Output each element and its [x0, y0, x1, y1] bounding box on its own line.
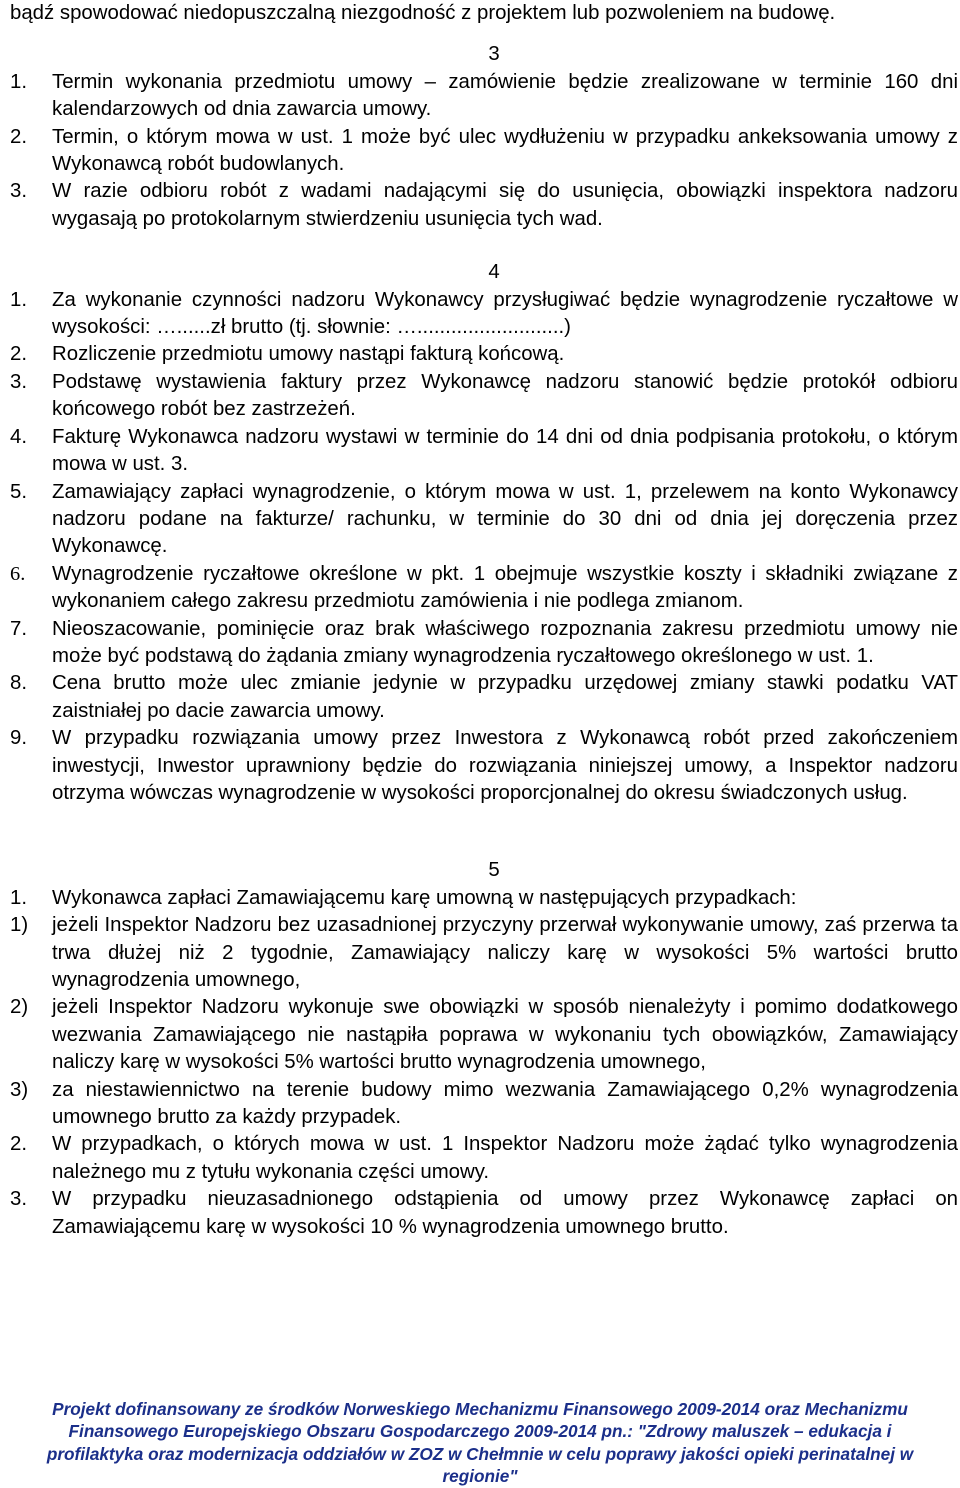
list-item: [10, 424, 958, 479]
list-item: [10, 561, 958, 616]
item-number: 2.: [10, 125, 28, 148]
list-item: [10, 1131, 958, 1186]
section-3-title: 3: [488, 43, 500, 66]
item-number: 1): [10, 914, 29, 937]
item-number: 1.: [10, 70, 28, 93]
list-item: [10, 616, 958, 671]
item-text: jeżeli Inspektor Nadzoru bez uzasadnionej przyczyny przerwał wykonywanie umowy, zaś przerwa ta trwa dłużej niż 2 tygodnie, Zamawiający naliczy karę w wysokości 5% wartości brutto wynagrodzenia umownego,: [52, 914, 958, 991]
item-text: Termin wykonania przedmiotu umowy – zamówienie będzie zrealizowane w terminie 160 dni kalendarzowych od dnia zawarcia umowy.: [52, 70, 958, 121]
item-number: 7.: [10, 617, 28, 640]
item-number: 5.: [10, 480, 28, 503]
item-text: Rozliczenie przedmiotu umowy nastąpi fakturą końcową.: [52, 343, 565, 366]
item-text: Wynagrodzenie ryczałtowe określone w pkt. 1 obejmuje wszystkie koszty i składniki związane z wykonaniem całego zakresu przedmiotu zamówienia i nie podlega zmianom.: [52, 562, 958, 613]
footer-line: Projekt dofinansowany ze środków Norweskiego Mechanizmu Finansowego 2009-2014 oraz Mechanizmu: [52, 1399, 908, 1419]
list-item: [10, 369, 958, 424]
item-text: W przypadku nieuzasadnionego odstąpienia od umowy przez Wykonawcę zapłaci on Zamawiającemu karę w wysokości 10 % wynagrodzenia umownego brutto.: [52, 1188, 958, 1238]
intro-paragraph: bądź spowodować niedopuszczalną niezgodność z projektem lub pozwoleniem na budowę.: [10, 2, 836, 24]
section-5-list: [10, 885, 958, 1241]
item-number: 3.: [10, 370, 28, 393]
funding-footer: [0, 1398, 960, 1488]
list-item: [10, 670, 958, 725]
item-text: W przypadkach, o których mowa w ust. 1 Inspektor Nadzoru może żądać tylko wynagrodzenia należnego mu z tytułu wykonania części umowy.: [52, 1133, 958, 1183]
item-text: za niestawiennictwo na terenie budowy mimo wezwania Zamawiającego 0,2% wynagrodzenia umownego brutto za każdy przypadek.: [52, 1078, 958, 1129]
item-number: 8.: [10, 672, 28, 695]
document-page: [10, 0, 958, 1241]
section-5-title: 5: [488, 859, 500, 882]
list-item: [10, 287, 958, 342]
item-number: 3.: [10, 1188, 28, 1211]
item-text: Nieoszacowanie, pominięcie oraz brak właściwego rozpoznania zakresu przedmiotu umowy nie może być podstawą do żądania zmiany wynagrodzenia ryczałtowego określonego w ust. 1.: [52, 617, 958, 667]
item-number: 1.: [10, 886, 28, 909]
list-item: [10, 479, 958, 561]
item-number: 2.: [10, 343, 28, 366]
item-text: Termin, o którym mowa w ust. 1 może być ulec wydłużeniu w przypadku ankeksowania umowy z Wykonawcą robót budowlanych.: [52, 125, 958, 176]
footer-line: profilaktyka oraz modernizacja oddziałów w ZOZ w Chełmnie w celu poprawy jakości opieki perinatalnej w: [46, 1443, 914, 1464]
item-number: 2): [10, 996, 29, 1019]
item-number: 6.: [10, 562, 26, 585]
list-item: [10, 69, 958, 124]
section-4-title: 4: [488, 261, 500, 284]
item-text: Wykonawca zapłaci Zamawiającemu karę umowną w następujących przypadkach:: [52, 886, 797, 909]
footer-line: regionie": [442, 1466, 518, 1487]
item-number: 4.: [10, 425, 28, 448]
item-number: 2.: [10, 1133, 28, 1156]
list-item: [10, 994, 958, 1076]
list-item: [10, 124, 958, 179]
item-text: W razie odbioru robót z wadami nadającymi się do usunięcia, obowiązki inspektora nadzoru wygasają po protokolarnym stwierdzeniu usunięcia tych wad.: [52, 180, 958, 230]
item-text: Za wykonanie czynności nadzoru Wykonawcy przysługiwać będzie wynagrodzenie ryczałtowe w wysokości: …......zł brutto (tj. słownie: …..........................): [52, 288, 958, 339]
section-3-list: [10, 69, 958, 233]
list-item: [10, 725, 958, 807]
item-text: Podstawę wystawienia faktury przez Wykonawcę nadzoru stanowić będzie protokół odbioru końcowego robót bez zastrzeżeń.: [52, 370, 958, 421]
section-4-list: [10, 287, 958, 808]
list-item: [10, 1077, 958, 1132]
item-text: W przypadku rozwiązania umowy przez Inwestora z Wykonawcą robót przed zakończeniem inwestycji, Inwestor uprawniony będzie do rozwiązania niniejszej umowy, a Inspektor nadzoru otrzyma wówczas wynagrodzenie w wysokości proporcjonalnej do okresu świadczonych usług.: [52, 727, 958, 804]
list-item: [10, 1186, 958, 1241]
list-item: [10, 341, 958, 368]
item-text: Cena brutto może ulec zmianie jedynie w przypadku urzędowej zmiany stawki podatku VAT zaistniałej po dacie zawarcia umowy.: [52, 672, 958, 722]
item-number: 3.: [10, 180, 28, 203]
item-text: Zamawiający zapłaci wynagrodzenie, o którym mowa w ust. 1, przelewem na konto Wykonawcy nadzoru podane na fakturze/ rachunku, w terminie do 30 dni od dnia jej doręczenia przez Wykonawcę.: [52, 480, 958, 558]
item-number: 1.: [10, 288, 28, 311]
list-item: [10, 178, 958, 233]
item-text: Fakturę Wykonawca nadzoru wystawi w terminie do 14 dni od dnia podpisania protokołu, o którym mowa w ust. 3.: [52, 425, 958, 476]
footer-line: Finansowego Europejskiego Obszaru Gospodarczego 2009-2014 pn.: "Zdrowy maluszek – edukacja i: [68, 1421, 892, 1442]
item-number: 3): [10, 1078, 29, 1101]
item-text: jeżeli Inspektor Nadzoru wykonuje swe obowiązki w sposób nienależyty i pomimo dodatkowego wezwania Zamawiającego nie nastąpiła poprawa w wykonaniu tych obowiązków, Zamawiający naliczy karę w wysokości 5% wartości brutto wynagrodzenia umownego,: [52, 996, 958, 1074]
item-number: 9.: [10, 727, 28, 750]
list-item: [10, 885, 958, 912]
list-item: [10, 912, 958, 994]
